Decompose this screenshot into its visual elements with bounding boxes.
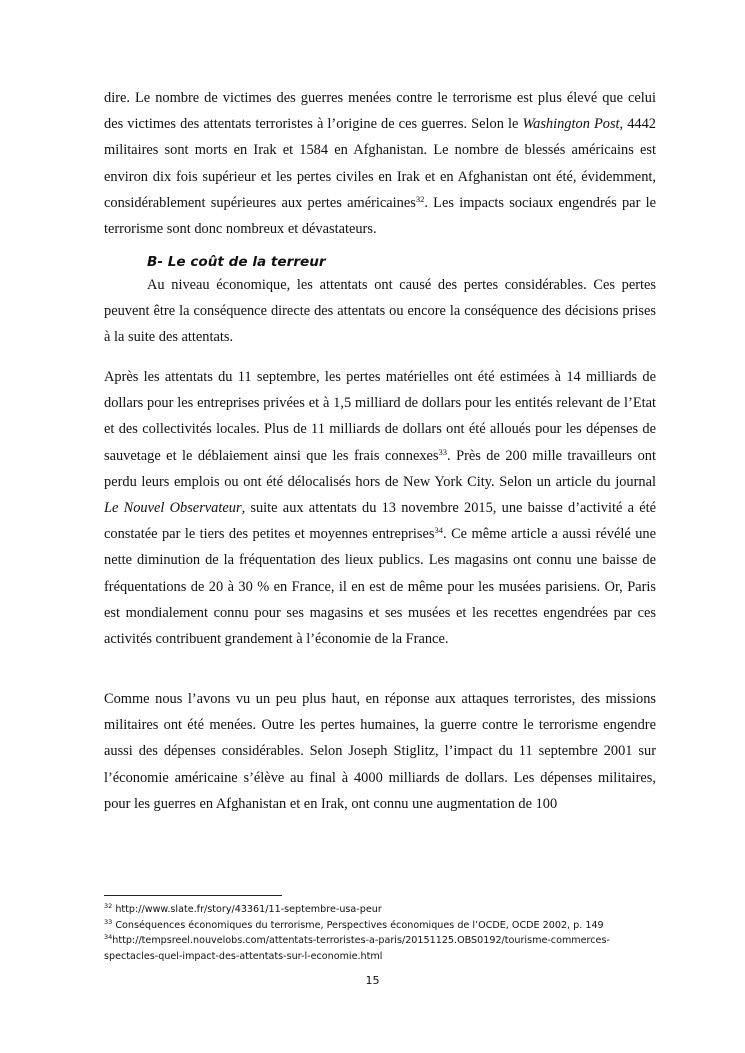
section-intro: Au niveau économique, les attentats ont causé des pertes considérables. Ces pertes peuvent être la conséquence directe des attentats ou encore la conséquence des décisions prises à la suite des attentats. [104,277,656,346]
paragraph-military-spending: Comme nous l’avons vu un peu plus haut, en réponse aux attaques terroristes, des missions militaires ont été menées. Outre les pertes humaines, la guerre contre le terrorisme engendre aussi des dépenses considérables. Selon Joseph Stiglitz, l’impact du 11 septembre 2001 sur l’économie américaine s’élève au final à 4000 milliards de dollars. Les dépenses militaires, pour les guerres en Afghanistan et en Irak, ont connu une augmentation de 100 [104,691,656,812]
footnote-ref-34[interactable]: 34 [434,525,444,536]
paragraph-text: . Ce même article a aussi révélé une nette diminution de la fréquentation des lieux publics. Les magasins ont connu une baisse de fréquentations de 20 à 30 % en France, il en est de même pour les musées parisiens. Or, Paris est mondialement connu pour ses magasins et ses musées et les recettes engendrées par ces activités contribuent grandement à l’économie de la France. [104,526,656,648]
footnote-ref-33[interactable]: 33 [438,446,448,457]
footnote-34 [104,933,664,964]
footnote-number: 32 [104,902,113,910]
section-heading: B- Le coût de la terreur [147,254,326,270]
footnote-link[interactable]: http://tempsreel.nouvelobs.com/attentats-terroristes-a-paris/20151125.OBS0192/tourisme-commerces-spectacles-quel-impact-des-attentats-sur-l-economie.html [104,935,610,962]
newspaper-title: Washington Post [522,116,620,133]
footnote-32 [104,902,664,918]
newspaper-title: Le Nouvel Observateur [104,500,242,517]
page-number: 15 [365,974,380,987]
paragraph-text: . Près de 200 mille travailleurs ont perdu leurs emplois ou ont été délocalisés hors de New York City. Selon un article du journal [104,447,656,490]
footnote-link[interactable]: http://www.slate.fr/story/43361/11-septembre-usa-peur [112,904,382,915]
footnote-separator [104,895,282,896]
paragraph-material-losses [104,364,656,652]
paragraph-war-victims [104,85,656,242]
footnote-text: Conséquences économiques du terrorisme, Perspectives économiques de l’OCDE, OCDE 2002, p. 149 [112,919,604,931]
footnote-number: 33 [104,917,113,926]
paragraph-text: Après les attentats du 11 septembre, les pertes matérielles ont été estimées à 14 milliards de dollars pour les entreprises privées et à 1,5 milliard de dollars pour les entités relevant de l’Etat et des collectivités locales. Plus de 11 milliards de dollars ont été alloués pour les dépenses de sauvetage et le déblaiement ainsi que les frais connexes [104,369,656,464]
footnote-33 [104,918,664,934]
footnotes [104,902,664,964]
footnote-ref-32[interactable]: 32 [415,193,425,204]
paragraph-text: , 4442 militaires sont morts en Irak et 1584 en Afghanistan. Le nombre de blessés américains est environ dix fois supérieur et les pertes civiles en Irak et en Afghanistan ont été, évidemment, considérablement supérieures aux pertes américaines [104,116,656,211]
paragraph-text: dire. Le nombre de victimes des guerres menées contre le terrorisme est plus élevé que celui des victimes des attentats terroristes à l’origine de ces guerres. Selon le [104,90,656,133]
footnote-number: 34 [104,933,113,942]
paragraph-text: , suite aux attentats du 13 novembre 2015, une baisse d’activité a été constatée par le tiers des petites et moyennes entreprises [104,500,656,543]
paragraph-text: . Les impacts sociaux engendrés par le terrorisme sont donc nombreux et dévastateurs. [104,194,656,238]
